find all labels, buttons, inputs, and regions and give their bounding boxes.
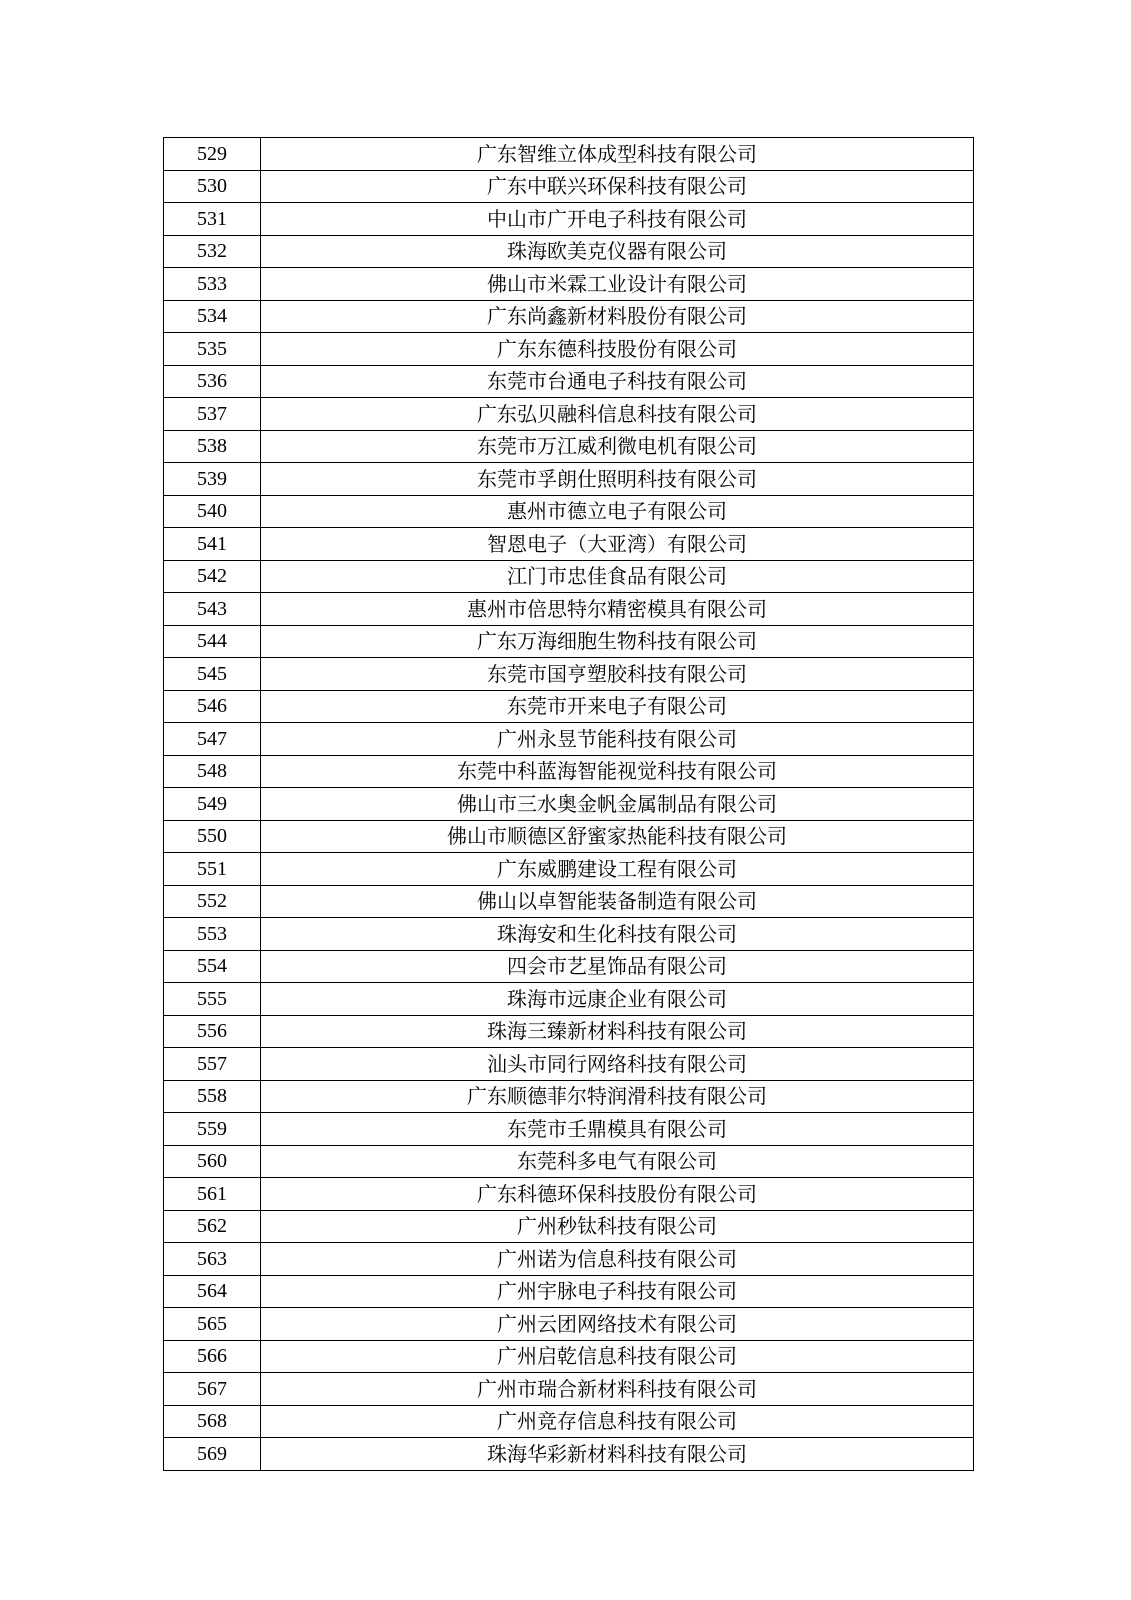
- table-row: [164, 268, 974, 301]
- company-name-cell: 东莞市国亨塑胶科技有限公司: [261, 658, 974, 691]
- company-name-cell: 智恩电子（大亚湾）有限公司: [261, 528, 974, 561]
- row-number-cell: 555: [164, 983, 261, 1016]
- table-row: [164, 788, 974, 821]
- row-number-cell: 554: [164, 950, 261, 983]
- row-number-cell: 531: [164, 203, 261, 236]
- row-number-cell: 557: [164, 1048, 261, 1081]
- table-row: [164, 1210, 974, 1243]
- table-row: [164, 365, 974, 398]
- row-number-cell: 548: [164, 755, 261, 788]
- table-row: [164, 170, 974, 203]
- company-name-cell: 广州秒钛科技有限公司: [261, 1210, 974, 1243]
- table-row: [164, 333, 974, 366]
- row-number-cell: 544: [164, 625, 261, 658]
- company-name-cell: 广东东德科技股份有限公司: [261, 333, 974, 366]
- company-name-cell: 东莞市孚朗仕照明科技有限公司: [261, 463, 974, 496]
- company-name-cell: 江门市忠佳食品有限公司: [261, 560, 974, 593]
- company-name-cell: 珠海三臻新材料科技有限公司: [261, 1015, 974, 1048]
- company-name-cell: 四会市艺星饰品有限公司: [261, 950, 974, 983]
- company-name-cell: 广东威鹏建设工程有限公司: [261, 853, 974, 886]
- table-row: [164, 918, 974, 951]
- table-row: [164, 138, 974, 171]
- table-row: [164, 463, 974, 496]
- row-number-cell: 558: [164, 1080, 261, 1113]
- company-name-cell: 东莞市壬鼎模具有限公司: [261, 1113, 974, 1146]
- table-row: [164, 885, 974, 918]
- table-row: [164, 1080, 974, 1113]
- row-number-cell: 561: [164, 1178, 261, 1211]
- company-name-cell: 广东智维立体成型科技有限公司: [261, 138, 974, 171]
- company-name-cell: 广东中联兴环保科技有限公司: [261, 170, 974, 203]
- row-number-cell: 550: [164, 820, 261, 853]
- company-name-cell: 佛山市顺德区舒蜜家热能科技有限公司: [261, 820, 974, 853]
- table-row: [164, 495, 974, 528]
- table-row: [164, 1405, 974, 1438]
- table-row: [164, 1145, 974, 1178]
- row-number-cell: 553: [164, 918, 261, 951]
- company-name-cell: 佛山市三水奥金帆金属制品有限公司: [261, 788, 974, 821]
- table-row: [164, 690, 974, 723]
- table-row: [164, 235, 974, 268]
- row-number-cell: 537: [164, 398, 261, 431]
- row-number-cell: 547: [164, 723, 261, 756]
- company-name-cell: 珠海华彩新材料科技有限公司: [261, 1438, 974, 1471]
- table-row: [164, 723, 974, 756]
- company-name-cell: 广州启乾信息科技有限公司: [261, 1340, 974, 1373]
- company-name-cell: 广东科德环保科技股份有限公司: [261, 1178, 974, 1211]
- row-number-cell: 569: [164, 1438, 261, 1471]
- row-number-cell: 562: [164, 1210, 261, 1243]
- row-number-cell: 560: [164, 1145, 261, 1178]
- company-name-cell: 东莞中科蓝海智能视觉科技有限公司: [261, 755, 974, 788]
- company-name-cell: 珠海市远康企业有限公司: [261, 983, 974, 1016]
- table-row: [164, 1048, 974, 1081]
- company-name-cell: 珠海安和生化科技有限公司: [261, 918, 974, 951]
- row-number-cell: 540: [164, 495, 261, 528]
- row-number-cell: 536: [164, 365, 261, 398]
- company-name-cell: 佛山市米霖工业设计有限公司: [261, 268, 974, 301]
- table-row: [164, 658, 974, 691]
- table-row: [164, 1015, 974, 1048]
- row-number-cell: 568: [164, 1405, 261, 1438]
- company-name-cell: 广州宇脉电子科技有限公司: [261, 1275, 974, 1308]
- company-name-cell: 佛山以卓智能装备制造有限公司: [261, 885, 974, 918]
- row-number-cell: 556: [164, 1015, 261, 1048]
- table-row: [164, 1340, 974, 1373]
- company-name-cell: 广州云团网络技术有限公司: [261, 1308, 974, 1341]
- row-number-cell: 530: [164, 170, 261, 203]
- row-number-cell: 533: [164, 268, 261, 301]
- table-row: [164, 1275, 974, 1308]
- row-number-cell: 538: [164, 430, 261, 463]
- row-number-cell: 534: [164, 300, 261, 333]
- table-row: [164, 203, 974, 236]
- company-list-table: [163, 137, 974, 1471]
- row-number-cell: 564: [164, 1275, 261, 1308]
- table-row: [164, 593, 974, 626]
- table-row: [164, 1243, 974, 1276]
- company-name-cell: 广州市瑞合新材料科技有限公司: [261, 1373, 974, 1406]
- row-number-cell: 541: [164, 528, 261, 561]
- company-name-cell: 惠州市德立电子有限公司: [261, 495, 974, 528]
- company-name-cell: 汕头市同行网络科技有限公司: [261, 1048, 974, 1081]
- row-number-cell: 539: [164, 463, 261, 496]
- table-row: [164, 820, 974, 853]
- row-number-cell: 542: [164, 560, 261, 593]
- company-name-cell: 广州永昱节能科技有限公司: [261, 723, 974, 756]
- row-number-cell: 535: [164, 333, 261, 366]
- row-number-cell: 549: [164, 788, 261, 821]
- company-name-cell: 广东弘贝融科信息科技有限公司: [261, 398, 974, 431]
- table-row: [164, 1438, 974, 1471]
- company-name-cell: 广州竞存信息科技有限公司: [261, 1405, 974, 1438]
- row-number-cell: 566: [164, 1340, 261, 1373]
- table-row: [164, 1373, 974, 1406]
- table-row: [164, 755, 974, 788]
- table-row: [164, 625, 974, 658]
- row-number-cell: 565: [164, 1308, 261, 1341]
- company-name-cell: 东莞市开来电子有限公司: [261, 690, 974, 723]
- table-row: [164, 1308, 974, 1341]
- table-row: [164, 398, 974, 431]
- table-row: [164, 950, 974, 983]
- company-name-cell: 东莞科多电气有限公司: [261, 1145, 974, 1178]
- row-number-cell: 546: [164, 690, 261, 723]
- company-name-cell: 东莞市万江威利微电机有限公司: [261, 430, 974, 463]
- company-name-cell: 东莞市台通电子科技有限公司: [261, 365, 974, 398]
- company-name-cell: 广东顺德菲尔特润滑科技有限公司: [261, 1080, 974, 1113]
- row-number-cell: 543: [164, 593, 261, 626]
- table-row: [164, 560, 974, 593]
- row-number-cell: 532: [164, 235, 261, 268]
- row-number-cell: 563: [164, 1243, 261, 1276]
- company-name-cell: 广东万海细胞生物科技有限公司: [261, 625, 974, 658]
- row-number-cell: 551: [164, 853, 261, 886]
- table-row: [164, 430, 974, 463]
- company-name-cell: 珠海欧美克仪器有限公司: [261, 235, 974, 268]
- company-name-cell: 广东尚鑫新材料股份有限公司: [261, 300, 974, 333]
- table-row: [164, 853, 974, 886]
- row-number-cell: 545: [164, 658, 261, 691]
- table-row: [164, 983, 974, 1016]
- row-number-cell: 529: [164, 138, 261, 171]
- company-list-body: [164, 138, 974, 1471]
- company-name-cell: 惠州市倍思特尔精密模具有限公司: [261, 593, 974, 626]
- table-row: [164, 300, 974, 333]
- row-number-cell: 559: [164, 1113, 261, 1146]
- company-name-cell: 广州诺为信息科技有限公司: [261, 1243, 974, 1276]
- company-name-cell: 中山市广开电子科技有限公司: [261, 203, 974, 236]
- row-number-cell: 552: [164, 885, 261, 918]
- table-row: [164, 1113, 974, 1146]
- table-row: [164, 528, 974, 561]
- row-number-cell: 567: [164, 1373, 261, 1406]
- table-row: [164, 1178, 974, 1211]
